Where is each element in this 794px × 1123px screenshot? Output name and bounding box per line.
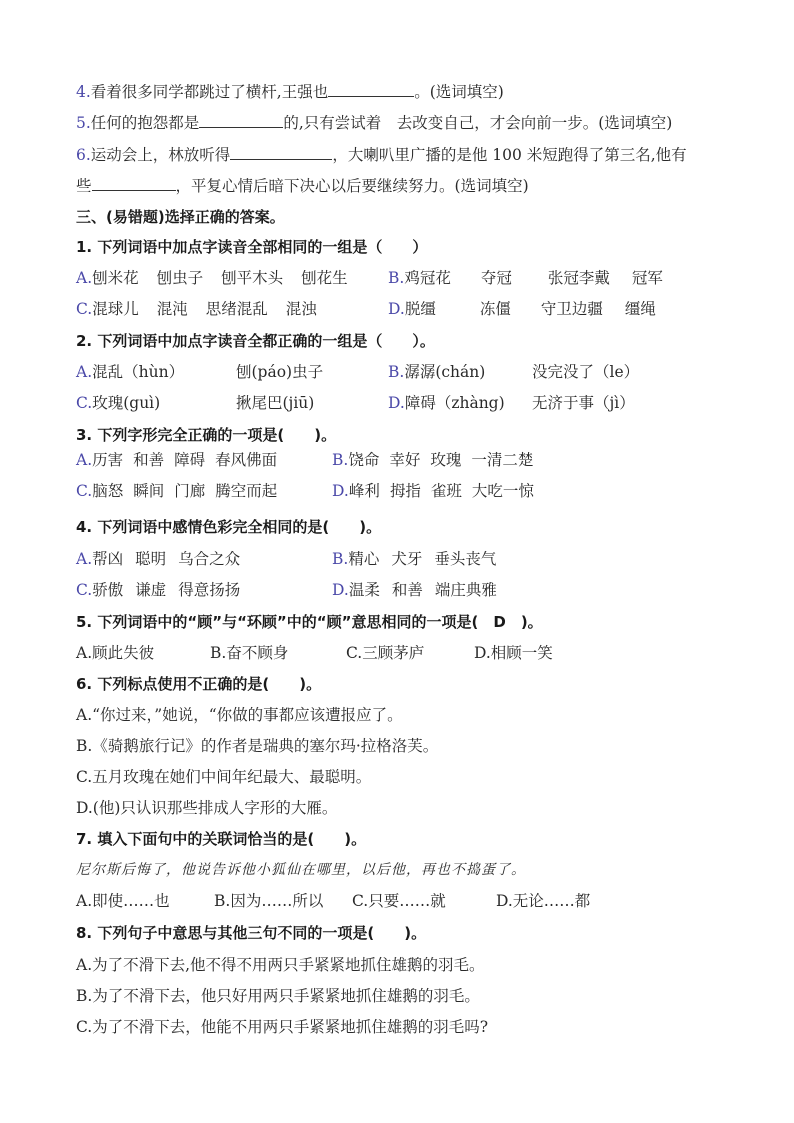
option-word: 雀班 <box>430 482 462 500</box>
question-3-options-cd <box>76 478 714 504</box>
option-word: 脱缰 <box>404 300 436 318</box>
option-word: 和善 <box>133 451 165 469</box>
option-word: 夺冠 <box>480 269 512 287</box>
option-word: 帮凶 <box>92 550 124 568</box>
option-letter: A. <box>76 451 93 469</box>
option-word: 聪明 <box>135 550 167 568</box>
answer-blank[interactable] <box>328 80 414 97</box>
option-letter: B. <box>388 269 405 287</box>
option-d[interactable] <box>332 577 515 603</box>
option-word: 玫瑰(guì) <box>92 394 161 412</box>
option-word: 和善 <box>391 581 423 599</box>
question-2-options-cd <box>76 390 714 416</box>
answer-blank[interactable] <box>199 111 283 128</box>
option-word: 大吃一惊 <box>471 482 534 500</box>
option-word: 混球儿 <box>92 300 139 318</box>
option-word: 脑怒 <box>92 482 124 500</box>
option-letter: A. <box>76 269 93 287</box>
option-b[interactable]: B.因为……所以 <box>214 892 324 910</box>
option-word: 瞬间 <box>133 482 165 500</box>
option-d[interactable] <box>332 478 552 504</box>
option-a[interactable] <box>76 359 184 385</box>
option-word: 门廊 <box>174 482 206 500</box>
option-c[interactable]: C.为了不滑下去，他能不用两只手紧紧地抓住雄鹅的羽毛吗? <box>76 1018 489 1036</box>
question-5-stem: 5. 下列词语中的“顾”与“环顾”中的“顾”意思相同的一项是( D )。 <box>76 613 543 631</box>
option-word: 张冠李戴 <box>547 269 610 287</box>
option-b[interactable] <box>388 265 681 291</box>
question-1-options-ab <box>76 265 714 291</box>
question-text: 运动会上，林放听得 <box>90 146 231 164</box>
option-letter: C. <box>76 300 93 318</box>
option-letter: C. <box>76 482 93 500</box>
option-b[interactable] <box>332 447 551 473</box>
option-word: 刨花生 <box>301 269 348 287</box>
question-text: 些 <box>76 177 92 195</box>
option-letter: D. <box>332 581 349 599</box>
option-b[interactable]: B.《骑鹅旅行记》的作者是瑞典的塞尔玛·拉格洛芙。 <box>76 737 439 755</box>
option-d[interactable] <box>388 390 505 416</box>
option-a[interactable]: A.即使……也 <box>76 892 170 910</box>
fill-question-6-continued <box>76 173 714 199</box>
option-word: 骄傲 <box>92 581 124 599</box>
question-4-stem: 4. 下列词语中感情色彩完全相同的是( )。 <box>76 518 382 536</box>
option-c[interactable] <box>76 478 295 504</box>
option-a[interactable] <box>76 265 366 291</box>
option-word: 障碍（zhàng) <box>404 394 505 412</box>
option-d-word-2: 无济于事（jì） <box>532 394 635 412</box>
answer-blank[interactable] <box>92 174 176 191</box>
question-text: ，平复心情后暗下决心以后要继续努力。(选词填空) <box>175 177 529 195</box>
option-letter: A. <box>76 363 93 381</box>
question-3-options-ab <box>76 447 714 473</box>
option-word: 犬牙 <box>391 550 423 568</box>
question-4-options-ab <box>76 546 714 572</box>
option-c[interactable] <box>76 390 160 416</box>
option-c[interactable]: C.三顾茅庐 <box>346 644 425 662</box>
option-b[interactable]: B.奋不顾身 <box>210 644 289 662</box>
option-word: 幸好 <box>389 451 421 469</box>
question-2-stem: 2. 下列词语中加点字读音全都正确的一组是（ ）。 <box>76 332 435 350</box>
option-b[interactable] <box>388 359 485 385</box>
option-word: 得意扬扬 <box>178 581 241 599</box>
option-letter: D. <box>388 300 405 318</box>
option-a-word-2: 刨(páo)虫子 <box>236 363 324 381</box>
option-b[interactable]: B.为了不滑下去，他只好用两只手紧紧地抓住雄鹅的羽毛。 <box>76 987 480 1005</box>
option-letter: B. <box>332 451 349 469</box>
option-d[interactable] <box>388 296 674 322</box>
option-word: 混沌 <box>156 300 188 318</box>
option-word: 鸡冠花 <box>404 269 451 287</box>
option-word: 端庄典雅 <box>434 581 497 599</box>
option-a[interactable] <box>76 546 258 572</box>
option-word: 历害 <box>92 451 124 469</box>
option-word: 温柔 <box>348 581 380 599</box>
question-7-sentence: 尼尔斯后悔了，他说告诉他小狐仙在哪里，以后他，再也不捣蛋了。 <box>76 862 526 878</box>
option-letter: A. <box>76 550 93 568</box>
question-5-options <box>76 640 714 666</box>
option-letter: B. <box>388 363 405 381</box>
question-text: 看着很多同学都跳过了横杆,王强也 <box>90 83 329 101</box>
option-word: 垂头丧气 <box>434 550 497 568</box>
question-6-stem: 6. 下列标点使用不正确的是( )。 <box>76 675 322 693</box>
option-word: 峰利 <box>348 482 380 500</box>
option-d[interactable]: D.(他)只认识那些排成人字形的大雁。 <box>76 799 338 817</box>
option-c-word-2: 揪尾巴(jiū) <box>236 394 315 412</box>
option-letter: D. <box>332 482 349 500</box>
question-2-options-ab <box>76 359 714 385</box>
option-a[interactable] <box>76 447 295 473</box>
answer-blank[interactable] <box>230 143 332 160</box>
question-1-options-cd <box>76 296 714 322</box>
option-letter: B. <box>332 550 349 568</box>
option-word: 缰绳 <box>624 300 656 318</box>
option-letter: C. <box>76 394 93 412</box>
question-number: 5. <box>76 114 91 132</box>
option-a[interactable]: A.顾此失彼 <box>76 644 155 662</box>
option-a[interactable]: A.“你过来，”她说，“你做的事都应该遭报应了。 <box>76 706 403 724</box>
option-word: 混乱（hùn） <box>92 363 185 381</box>
option-word: 混浊 <box>285 300 317 318</box>
question-text: 。(选词填空) <box>414 83 504 101</box>
fill-question-5 <box>76 110 714 136</box>
question-7-options <box>76 888 714 914</box>
option-b[interactable] <box>332 546 514 572</box>
option-word: 刨虫子 <box>156 269 204 287</box>
fill-question-4 <box>76 79 714 105</box>
option-word: 潺潺(chán) <box>404 363 486 381</box>
option-word: 刨米花 <box>92 269 139 287</box>
question-text: 任何的抱怨都是 <box>90 114 200 132</box>
option-b-word-2: 没完没了（le） <box>532 363 640 381</box>
option-word: 腾空而起 <box>215 482 278 500</box>
fill-question-6 <box>76 142 714 168</box>
option-d[interactable]: D.无论……都 <box>496 892 591 910</box>
question-3-stem: 3. 下列字形完全正确的一项是( )。 <box>76 426 337 444</box>
option-c[interactable]: C.五月玫瑰在她们中间年纪最大、最聪明。 <box>76 768 372 786</box>
option-word: 拇指 <box>389 482 421 500</box>
question-8-stem: 8. 下列句子中意思与其他三句不同的一项是( )。 <box>76 924 427 942</box>
option-word: 饶命 <box>348 451 380 469</box>
section-title: 三、(易错题)选择正确的答案。 <box>76 208 285 226</box>
option-word: 障碍 <box>174 451 206 469</box>
option-letter: C. <box>76 581 93 599</box>
question-number: 4. <box>76 83 91 101</box>
option-word: 一清二楚 <box>471 451 534 469</box>
option-word: 春风佛面 <box>215 451 278 469</box>
option-c[interactable] <box>76 577 258 603</box>
option-word: 乌合之众 <box>178 550 241 568</box>
question-1-stem: 1. 下列词语中加点字读音全部相同的一组是（ ） <box>76 238 428 256</box>
option-word: 精心 <box>348 550 380 568</box>
question-number: 6. <box>76 146 91 164</box>
option-d[interactable]: D.相顾一笑 <box>474 644 553 662</box>
option-c[interactable] <box>76 296 335 322</box>
question-text: ，大喇叭里广播的是他 100 米短跑得了第三名,他有 <box>332 146 687 164</box>
option-c[interactable]: C.只要……就 <box>352 892 446 910</box>
option-word: 刨平木头 <box>221 269 284 287</box>
option-word: 守卫边疆 <box>540 300 603 318</box>
option-word: 冻僵 <box>479 300 511 318</box>
question-4-options-cd <box>76 577 714 603</box>
option-letter: D. <box>388 394 405 412</box>
question-7-stem: 7. 填入下面句中的关联词恰当的是( )。 <box>76 830 367 848</box>
question-text: 的,只有尝试着 去改变自己，才会向前一步。(选词填空) <box>283 114 673 132</box>
option-word: 玫瑰 <box>430 451 462 469</box>
option-a[interactable]: A.为了不滑下去,他不得不用两只手紧紧地抓住雄鹅的羽毛。 <box>76 956 485 974</box>
option-word: 谦虚 <box>135 581 167 599</box>
option-word: 思绪混乱 <box>205 300 268 318</box>
option-word: 冠军 <box>631 269 663 287</box>
